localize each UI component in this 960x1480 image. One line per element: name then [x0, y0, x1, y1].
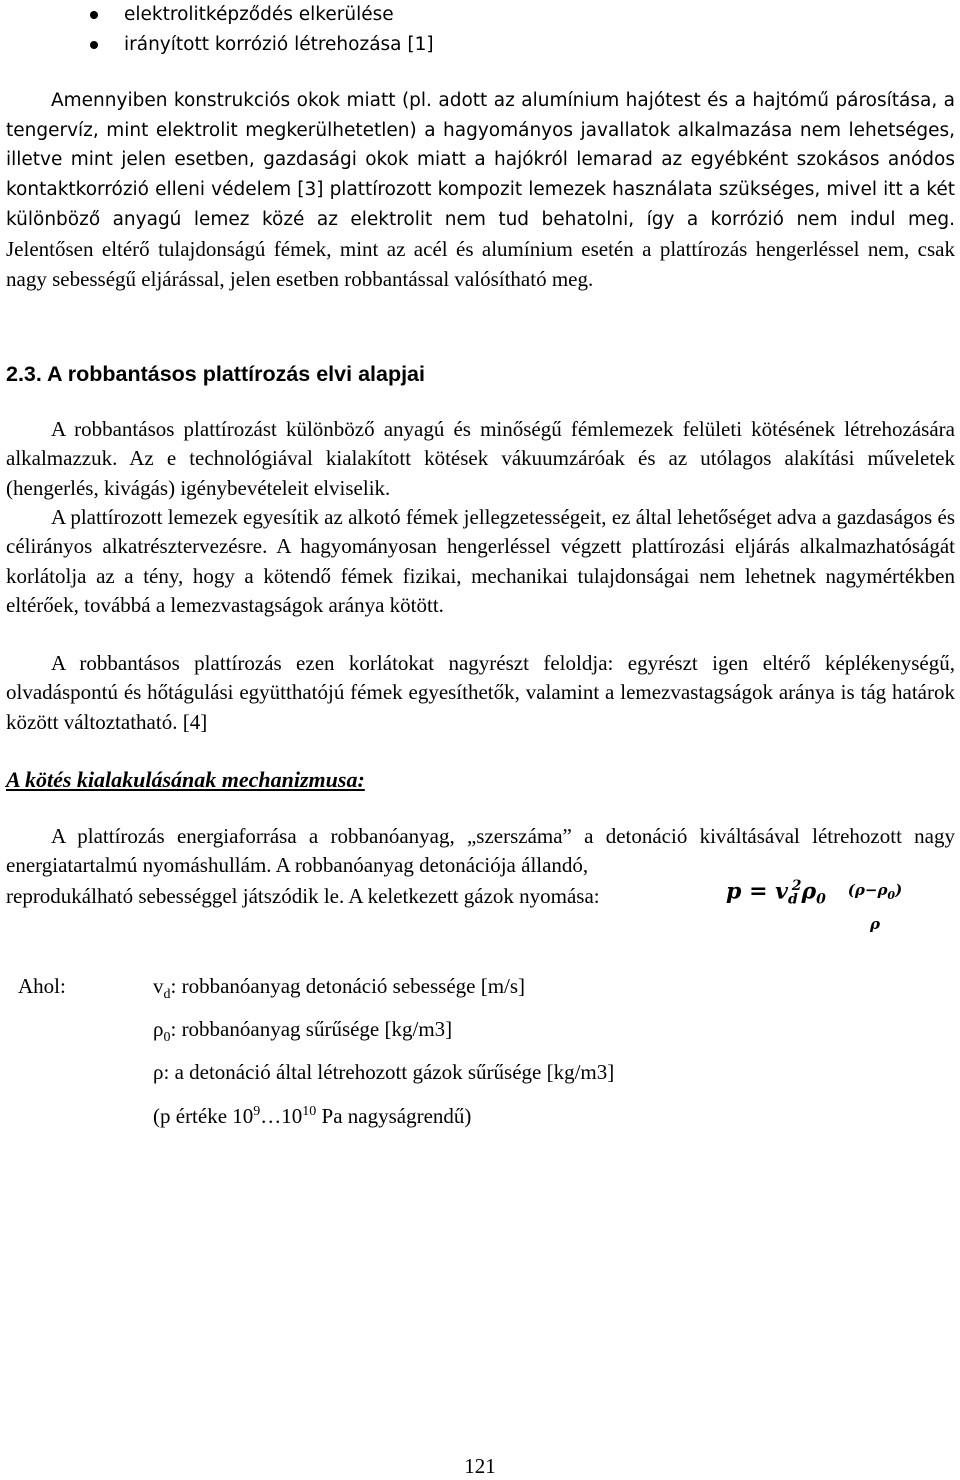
- pressure-formula: [726, 878, 826, 908]
- definitions-label: Ahol:: [18, 974, 66, 998]
- pressure-range: [153, 1104, 471, 1129]
- range-prefix: (p értéke 10: [153, 1104, 254, 1128]
- formula-velocity: v: [775, 878, 788, 905]
- formula-velocity-sub: d: [787, 891, 798, 908]
- subsection-heading: A kötés kialakulásának mechanizmusa:: [6, 767, 365, 792]
- section-heading: 2.3. A robbantásos plattírozás elvi alapjai: [6, 362, 425, 386]
- formula-density: ρ: [801, 878, 817, 905]
- paragraph-features: A plattírozott lemezek egyesítik az alkotó fémek jellegzetességeit, ez által lehetőséget adva a gazdaságos és célirányos alkatrésztervezésre. A hagyományosan hengerléssel végzett plattírozási eljárás alkalmazhatóságát korlátolja az a tény, hogy a kötendő fémek fizikai, mechanikai tulajdonságai nem lehetnek nagymértékben eltérőek, továbbá a lemezvastagságok aránya kötött.: [6, 505, 955, 617]
- paragraph-mechanism: A plattírozás energiaforrása a robbanóanyag, „szerszáma” a detonáció kiváltásával létrehozott nagy energiatartalmú nyomáshullám. A robbanóanyag detonációja állandó,: [6, 824, 955, 878]
- definition-item: [153, 1060, 614, 1085]
- paragraph-advantages: A robbantásos plattírozás ezen korlátokat nagyrészt feloldja: egyrészt igen eltérő képlékenységű, olvadáspontú és hőtágulási együtthatójú fémek egyesíthetők, valamint a lemezvastagságok aránya is tág határok között változtatható. [4]: [6, 651, 955, 734]
- definition-symbol: v: [153, 974, 164, 998]
- bullet-list: [86, 0, 434, 60]
- numerator-text: (ρ−ρ: [847, 881, 888, 899]
- formula-density-sub: 0: [816, 891, 826, 908]
- fraction-denominator: ρ: [870, 915, 880, 933]
- paragraph-mechanism-last-line: reprodukálható sebességgel játszódik le. A keletkezett gázok nyomása:: [6, 884, 600, 908]
- range-exponent-1: 9: [253, 1104, 261, 1119]
- definition-text: : a detonáció által létrehozott gázok sűrűsége [kg/m3]: [163, 1060, 615, 1084]
- fraction-numerator: [843, 880, 907, 906]
- definition-text: : robbanóanyag sűrűsége [kg/m3]: [170, 1017, 453, 1041]
- bullet-text: elektrolitképződés elkerülése: [124, 4, 394, 25]
- definition-item: [153, 1017, 452, 1046]
- definition-symbol: ρ: [153, 1060, 164, 1084]
- paragraph-intro: A robbantásos plattírozást különböző anyagú és minőségű fémlemezek felületi kötésének létrehozására alkalmazzuk. Az e technológiával kialakított kötések vákuumzáróak és az utólagos alakítási műveletek (hengerlés, kivágás) igénybevételeit elviselik.: [6, 417, 955, 500]
- range-mid: …10: [260, 1104, 303, 1128]
- definition-item: [153, 974, 525, 1003]
- definition-symbol: ρ: [153, 1017, 164, 1041]
- list-item: [86, 0, 434, 30]
- page-number: 121: [464, 1454, 496, 1478]
- formula-lhs: p: [726, 878, 742, 905]
- list-item: [86, 30, 434, 60]
- definition-symbol-sub: 0: [163, 1030, 171, 1046]
- formula-fraction: [843, 880, 907, 934]
- definition-text: : robbanóanyag detonáció sebessége [m/s]: [170, 974, 526, 998]
- bullet-text: irányított korrózió létrehozása [1]: [124, 34, 434, 55]
- paragraph-construction: [6, 86, 955, 296]
- formula-equals: =: [749, 878, 768, 905]
- bullet-icon: [90, 11, 98, 19]
- paragraph-text: Amennyiben konstrukciós okok miatt (pl. adott az alumínium hajótest és a hajtómű párosítása, a tengervíz, mint elektrolit megkerülhetetlen) a hagyományos javallatok alkalmazása nem lehetséges, illetve mint jelen esetben, gazdasági okok miatt a hajókról lemarad az egyébként szokásos anódos kontaktkorrózió elleni védelem [3] plattírozott kompozit lemezek használata szükséges, mivel itt a két különböző anyagú lemez közé az elektrolit nem tud behatolni, így a korrózió nem indul meg.: [6, 90, 955, 230]
- numerator-close: ): [895, 881, 903, 899]
- definition-symbol-sub: d: [163, 987, 171, 1003]
- range-suffix: Pa nagyságrendű): [316, 1104, 472, 1128]
- paragraph-text-serif: Jelentősen eltérő tulajdonságú fémek, mint az acél és alumínium esetén a plattírozás hengerléssel nem, csak nagy sebességű eljárással, jelen esetben robbantással valósítható meg.: [6, 236, 955, 291]
- bullet-icon: [90, 41, 98, 49]
- numerator-sub: 0: [887, 889, 896, 902]
- formula-velocity-sup: 2: [791, 878, 802, 894]
- range-exponent-2: 10: [302, 1104, 317, 1119]
